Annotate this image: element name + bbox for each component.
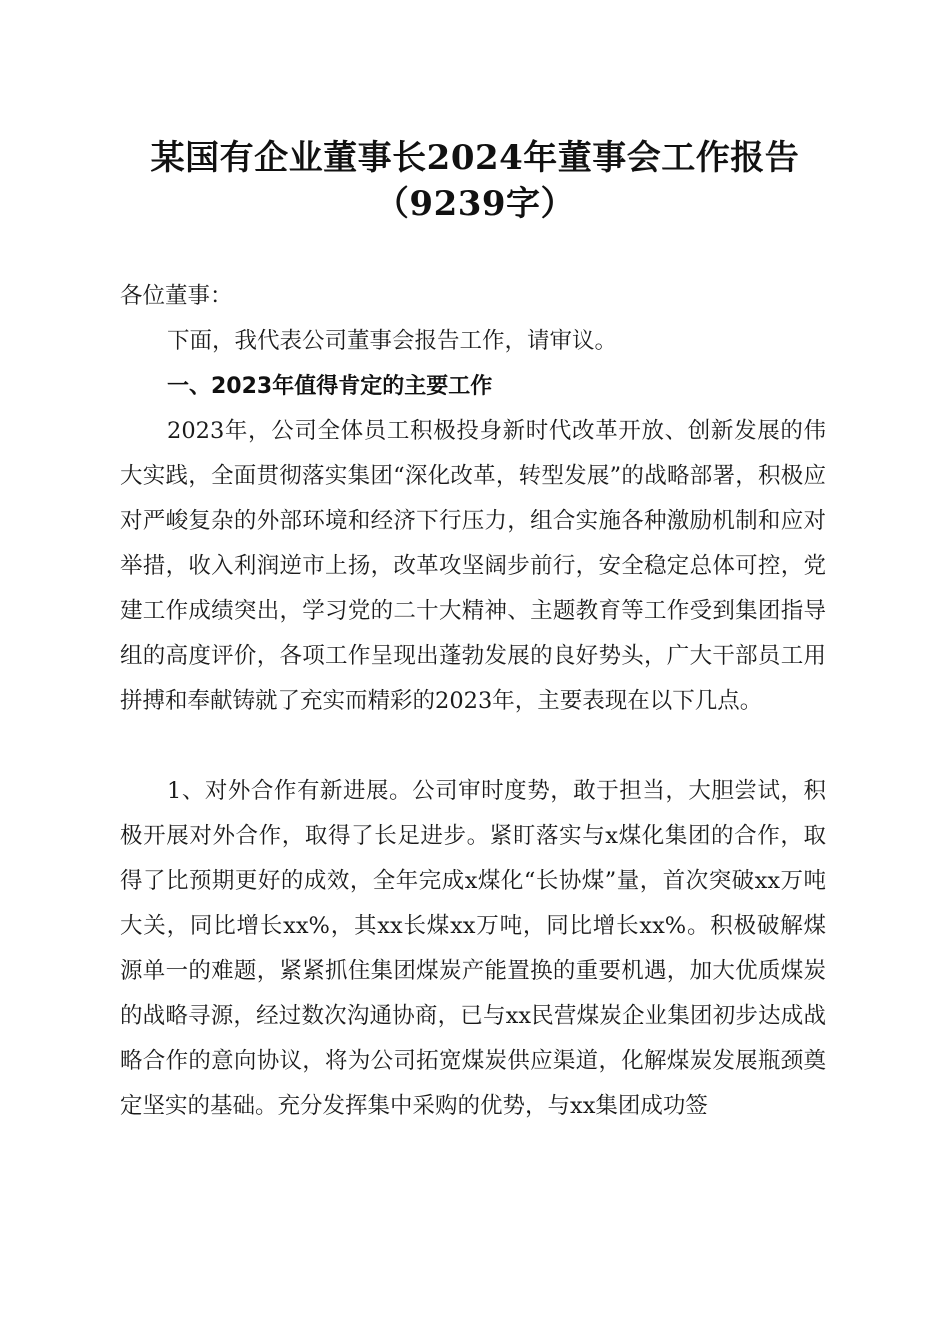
body-paragraph: 1、对外合作有新进展。公司审时度势，敢于担当，大胆尝试，积极开展对外合作，取得了长足进步。紧盯落实与x煤化集团的合作，取得了比预期更好的成效，全年完成x煤化“长协煤”量，首次突破xx万吨大关，同比增长xx%，其xx长煤xx万吨，同比增长xx%。积极破解煤源单一的难题，紧紧抓住集团煤炭产能置换的重要机遇，加大优质煤炭的战略寻源，经过数次沟通协商，已与xx民营煤炭企业集团初步达成战略合作的意向协议，将为公司拓宽煤炭供应渠道，化解煤炭发展瓶颈奠定坚实的基础。充分发挥集中采购的优势，与xx集团成功签 [120,778,826,1119]
salutation: 各位董事： [120,283,233,309]
body-paragraph: 2023年，公司全体员工积极投身新时代改革开放、创新发展的伟大实践，全面贯彻落实集团“深化改革，转型发展”的战略部署，积极应对严峻复杂的外部环境和经济下行压力，组合实施各种激励机制和应对举措，收入利润逆市上扬，改革攻坚阔步前行，安全稳定总体可控，党建工作成绩突出，学习党的二十大精神、主题教育等工作受到集团指导组的高度评价，各项工作呈现出蓬勃发展的良好势头，广大干部员工用拼搏和奉献铸就了充实而精彩的2023年，主要表现在以下几点。 [120,418,826,714]
intro-paragraph: 下面，我代表公司董事会报告工作，请审议。 [167,328,618,354]
document-word-count: （9239字） [374,184,576,224]
section-heading: 一、2023年值得肯定的主要工作 [167,374,493,399]
document-title: 某国有企业董事长2024年董事会工作报告 [150,138,800,178]
